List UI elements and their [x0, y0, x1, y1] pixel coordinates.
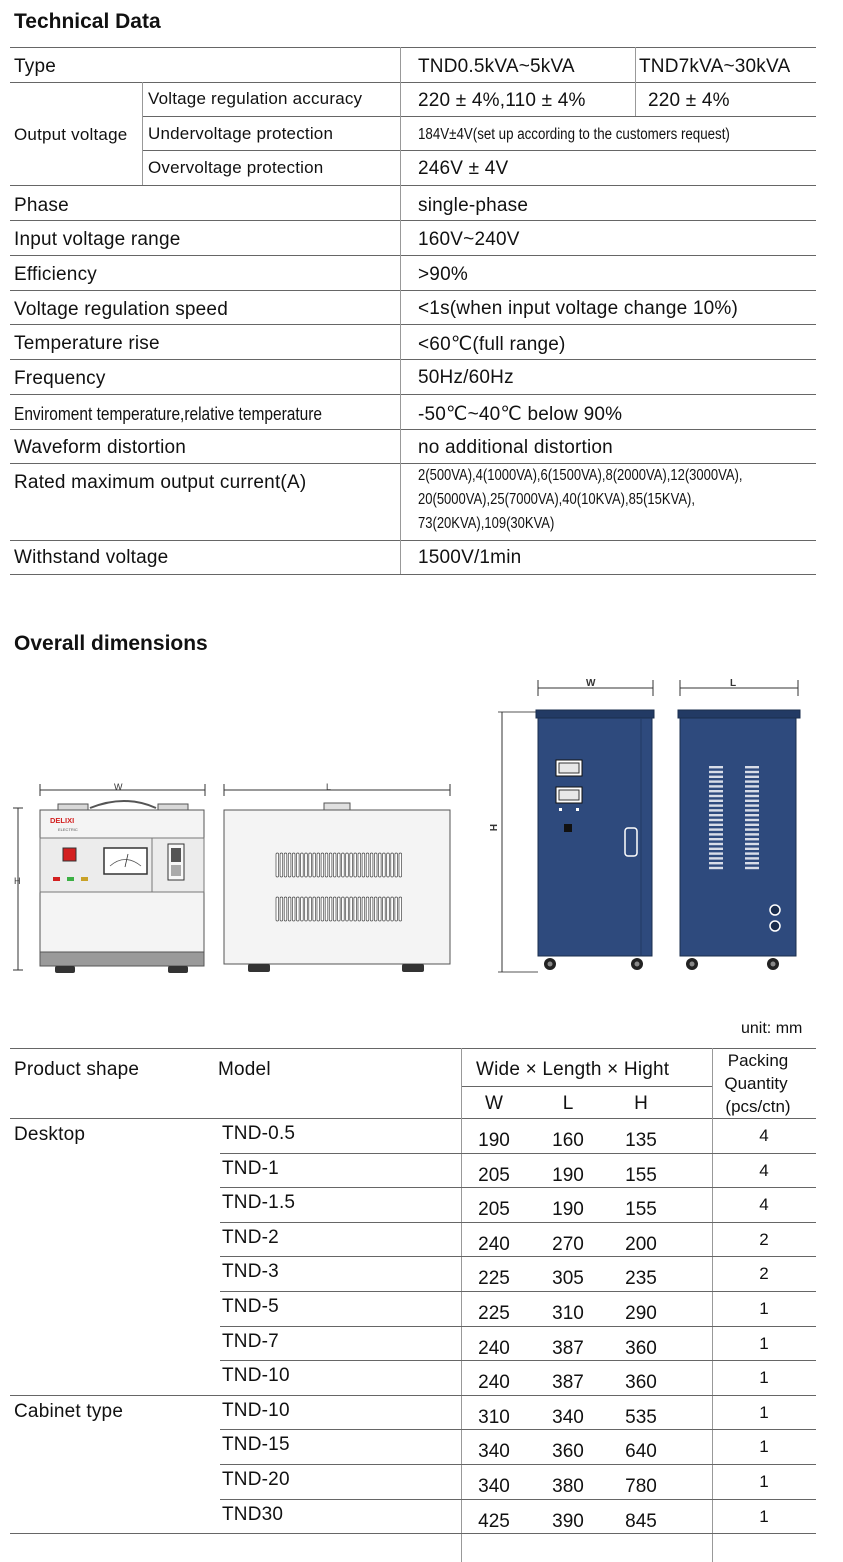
- vent-slot: [313, 897, 316, 921]
- width-cell: 205: [478, 1199, 510, 1220]
- vent-slot: [399, 853, 402, 877]
- width-cell: 240: [478, 1234, 510, 1255]
- phase-value: single-phase: [418, 195, 529, 216]
- vent-slot: [391, 897, 394, 921]
- current-line-2: 20(5000VA),25(7000VA),40(10KVA),85(15KVA),: [418, 491, 695, 508]
- vent-slot: [329, 853, 332, 877]
- svg-text:W: W: [586, 678, 596, 689]
- packing-cell: 4: [759, 1195, 769, 1214]
- vent-slot: [745, 776, 759, 778]
- vent-slot: [709, 824, 723, 826]
- length-cell: 340: [552, 1407, 584, 1428]
- header-wlh: Wide × Length × Hight: [476, 1059, 670, 1080]
- vent-slot: [358, 853, 361, 877]
- vent-slot: [745, 838, 759, 840]
- vent-slot: [362, 897, 365, 921]
- vra-label: Voltage regulation accuracy: [148, 89, 363, 108]
- width-cell: 310: [478, 1407, 510, 1428]
- waveform-label: Waveform distortion: [14, 437, 187, 458]
- vent-slot: [709, 848, 723, 850]
- under-value: 184V±4V(set up according to the customers request): [418, 126, 730, 143]
- header-model: Model: [218, 1059, 271, 1080]
- vent-slot: [709, 785, 723, 787]
- voltmeter: [104, 848, 147, 874]
- vent-slot: [374, 853, 377, 877]
- cabinet-side-body: [680, 718, 796, 956]
- length-cell: 387: [552, 1372, 584, 1393]
- packing-cell: 1: [759, 1299, 769, 1318]
- packing-cell: 1: [759, 1507, 769, 1526]
- vent-slot: [745, 862, 759, 864]
- height-cell: 200: [625, 1234, 657, 1255]
- input-range-value: 160V~240V: [418, 229, 520, 250]
- handle: [90, 801, 156, 808]
- length-cell: 160: [552, 1130, 584, 1151]
- vent-slot: [301, 853, 304, 877]
- vent-slot: [333, 897, 336, 921]
- height-cell: 290: [625, 1303, 657, 1324]
- l-label: L: [326, 782, 332, 792]
- packing-cell: 1: [759, 1472, 769, 1491]
- height-cell: 845: [625, 1511, 657, 1532]
- cabinet-switch: [564, 824, 572, 832]
- group-cabinet: Cabinet type: [14, 1401, 124, 1422]
- vent-slot: [709, 771, 723, 773]
- vra-col2: 220 ± 4%: [648, 90, 730, 111]
- unit-label: unit: mm: [741, 1020, 803, 1037]
- vent-slot: [399, 897, 402, 921]
- technical-data-title: Technical Data: [14, 10, 161, 33]
- vent-slot: [745, 867, 759, 869]
- group-desktop: Desktop: [14, 1124, 86, 1145]
- cabinet-meter-1: [559, 763, 579, 773]
- packing-cell: 2: [759, 1264, 769, 1283]
- vent-slot: [745, 848, 759, 850]
- vent-slot: [325, 853, 328, 877]
- packing-cell: 1: [759, 1437, 769, 1456]
- model-cell: TND-5: [222, 1296, 279, 1317]
- height-cell: 155: [625, 1165, 657, 1186]
- withstand-label: Withstand voltage: [14, 547, 169, 568]
- vent-slots-upper: [276, 853, 402, 877]
- vent-slot: [354, 853, 357, 877]
- vent-slot: [309, 853, 312, 877]
- over-label: Overvoltage protection: [148, 158, 324, 177]
- model-cell: TND-1: [222, 1158, 279, 1179]
- packing-cell: 2: [759, 1230, 769, 1249]
- svg-text:L: L: [730, 678, 737, 689]
- vent-slot: [709, 776, 723, 778]
- vent-slot: [745, 809, 759, 811]
- model-cell: TND-15: [222, 1434, 290, 1455]
- vent-slot: [709, 828, 723, 830]
- height-cell: 535: [625, 1407, 657, 1428]
- model-cell: TND-0.5: [222, 1123, 296, 1144]
- vent-slot: [745, 828, 759, 830]
- width-cell: 240: [478, 1372, 510, 1393]
- vent-slot: [709, 867, 723, 869]
- length-cell: 305: [552, 1268, 584, 1289]
- length-cell: 380: [552, 1476, 584, 1497]
- frequency-label: Frequency: [14, 368, 106, 389]
- vent-slot: [709, 800, 723, 802]
- vent-slot: [305, 897, 308, 921]
- brand-logo: DELIXI: [50, 816, 75, 825]
- h-label: H: [14, 876, 21, 886]
- temp-rise-label: Temperature rise: [14, 333, 160, 354]
- vent-slot: [709, 838, 723, 840]
- vent-slot: [745, 771, 759, 773]
- packing-cell: 1: [759, 1403, 769, 1422]
- vent-slot: [745, 857, 759, 859]
- vent-slot: [346, 853, 349, 877]
- svg-text:ELECTRIC: ELECTRIC: [58, 827, 78, 832]
- height-cell: 235: [625, 1268, 657, 1289]
- phase-label: Phase: [14, 195, 69, 216]
- vent-slot: [709, 857, 723, 859]
- vent-slot: [317, 853, 320, 877]
- header-packing-1: Packing: [727, 1051, 789, 1070]
- vent-slot: [709, 819, 723, 821]
- vent-slot: [745, 766, 759, 768]
- vent-slot: [745, 843, 759, 845]
- vent-slot: [370, 897, 373, 921]
- cabinet-meter-2: [559, 790, 579, 800]
- vent-slot: [358, 897, 361, 921]
- vent-slot: [709, 804, 723, 806]
- current-line-3: 73(20KVA),109(30KVA): [418, 515, 555, 532]
- width-cell: 225: [478, 1303, 510, 1324]
- length-cell: 360: [552, 1441, 584, 1462]
- withstand-value: 1500V/1min: [418, 547, 522, 568]
- vent-slot: [709, 814, 723, 816]
- length-cell: 390: [552, 1511, 584, 1532]
- length-cell: 190: [552, 1165, 584, 1186]
- model-cell: TND-3: [222, 1261, 279, 1282]
- vent-slot: [745, 800, 759, 802]
- header-h: H: [634, 1093, 648, 1114]
- model-cell: TND-10: [222, 1400, 290, 1421]
- vent-slot: [297, 897, 300, 921]
- model-cell: TND-20: [222, 1469, 290, 1490]
- desktop-side-drawing: [218, 778, 458, 978]
- type-label: Type: [14, 56, 56, 77]
- vent-slot: [745, 785, 759, 787]
- vent-slot: [301, 897, 304, 921]
- length-cell: 387: [552, 1338, 584, 1359]
- efficiency-value: >90%: [418, 264, 468, 285]
- vent-slot: [745, 819, 759, 821]
- vent-slot: [709, 833, 723, 835]
- width-cell: 190: [478, 1130, 510, 1151]
- power-indicator: [63, 848, 76, 861]
- waveform-value: no additional distortion: [418, 437, 613, 458]
- header-packing-3: (pcs/ctn): [725, 1097, 791, 1116]
- under-label: Undervoltage protection: [148, 124, 334, 143]
- vent-slot: [745, 790, 759, 792]
- vent-slot: [387, 897, 390, 921]
- header-l: L: [562, 1093, 574, 1114]
- overall-dimensions-title: Overall dimensions: [14, 632, 208, 655]
- speed-value: <1s(when input voltage change 10%): [418, 298, 738, 319]
- current-label: Rated maximum output current(A): [14, 472, 307, 493]
- vent-slot: [333, 853, 336, 877]
- vent-slot: [309, 897, 312, 921]
- vent-slot: [292, 897, 295, 921]
- type-col2: TND7kVA~30kVA: [639, 56, 791, 77]
- vent-slot: [745, 814, 759, 816]
- vent-slot: [350, 853, 353, 877]
- model-cell: TND-10: [222, 1365, 290, 1386]
- side-body: [224, 810, 450, 964]
- vent-slot: [276, 853, 279, 877]
- input-range-label: Input voltage range: [14, 229, 181, 250]
- height-cell: 780: [625, 1476, 657, 1497]
- packing-cell: 1: [759, 1334, 769, 1353]
- environment-value: -50℃~40℃ below 90%: [418, 404, 623, 425]
- vent-slot: [342, 853, 345, 877]
- vent-slot: [379, 897, 382, 921]
- width-cell: 205: [478, 1165, 510, 1186]
- vent-slot: [370, 853, 373, 877]
- width-cell: 340: [478, 1476, 510, 1497]
- over-value: 246V ± 4V: [418, 158, 509, 179]
- vent-slot: [395, 897, 398, 921]
- vent-slot: [391, 853, 394, 877]
- vent-slot: [379, 853, 382, 877]
- frequency-value: 50Hz/60Hz: [418, 367, 514, 388]
- vent-slot: [292, 853, 295, 877]
- vent-slot: [276, 897, 279, 921]
- vent-slot: [709, 852, 723, 854]
- svg-text:H: H: [487, 824, 498, 832]
- efficiency-label: Efficiency: [14, 264, 97, 285]
- vent-slot: [709, 843, 723, 845]
- vent-slot: [288, 897, 291, 921]
- height-cell: 640: [625, 1441, 657, 1462]
- vent-slot: [342, 897, 345, 921]
- vent-slot: [383, 853, 386, 877]
- vent-slot: [366, 853, 369, 877]
- vent-slot: [709, 809, 723, 811]
- width-cell: 240: [478, 1338, 510, 1359]
- vent-slot: [745, 804, 759, 806]
- length-cell: 310: [552, 1303, 584, 1324]
- width-cell: 340: [478, 1441, 510, 1462]
- vent-slot: [366, 897, 369, 921]
- vent-slot: [329, 897, 332, 921]
- vent-slot: [395, 853, 398, 877]
- vent-slot: [745, 795, 759, 797]
- vent-slot: [288, 853, 291, 877]
- vent-slot: [374, 897, 377, 921]
- model-cell: TND-7: [222, 1331, 279, 1352]
- vent-slot: [362, 853, 365, 877]
- vent-slot: [354, 897, 357, 921]
- cabinet-side-drawing: [672, 672, 808, 982]
- vent-slot: [387, 853, 390, 877]
- vent-slot: [709, 766, 723, 768]
- height-cell: 155: [625, 1199, 657, 1220]
- vent-slot: [350, 897, 353, 921]
- header-product-shape: Product shape: [14, 1059, 140, 1080]
- model-cell: TND-1.5: [222, 1192, 296, 1213]
- length-cell: 270: [552, 1234, 584, 1255]
- environment-label: Enviroment temperature,relative temperature: [14, 404, 323, 424]
- desktop-front-drawing: [10, 778, 210, 978]
- vent-slot: [280, 897, 283, 921]
- vent-slot: [317, 897, 320, 921]
- vent-slot: [709, 862, 723, 864]
- vent-slot: [305, 853, 308, 877]
- vent-slot: [709, 790, 723, 792]
- temp-rise-value: <60℃(full range): [418, 334, 566, 355]
- packing-cell: 4: [759, 1161, 769, 1180]
- vent-slot: [284, 897, 287, 921]
- w-label: W: [114, 782, 123, 792]
- height-cell: 360: [625, 1338, 657, 1359]
- cabinet-front-drawing: [487, 672, 668, 982]
- vent-slot: [745, 833, 759, 835]
- vent-slot: [297, 853, 300, 877]
- vent-slot: [745, 824, 759, 826]
- vent-slot: [338, 853, 341, 877]
- vent-slot: [313, 853, 316, 877]
- packing-cell: 4: [759, 1126, 769, 1145]
- cabinet-body: [538, 718, 652, 956]
- current-line-1: 2(500VA),4(1000VA),6(1500VA),8(2000VA),12(3000VA),: [418, 467, 743, 484]
- vent-slot: [284, 853, 287, 877]
- speed-label: Voltage regulation speed: [14, 299, 228, 320]
- vent-slot: [383, 897, 386, 921]
- vent-slot: [745, 780, 759, 782]
- vent-slot: [346, 897, 349, 921]
- width-cell: 425: [478, 1511, 510, 1532]
- vent-slot: [321, 897, 324, 921]
- vent-slot: [338, 897, 341, 921]
- vent-slot: [709, 795, 723, 797]
- header-w: W: [485, 1093, 503, 1114]
- model-cell: TND30: [222, 1504, 284, 1525]
- width-cell: 225: [478, 1268, 510, 1289]
- vent-slot: [709, 780, 723, 782]
- vent-slot: [745, 852, 759, 854]
- output-voltage-label: Output voltage: [14, 125, 128, 144]
- vent-slot: [325, 897, 328, 921]
- vent-slot: [321, 853, 324, 877]
- packing-cell: 1: [759, 1368, 769, 1387]
- vent-slot: [280, 853, 283, 877]
- model-cell: TND-2: [222, 1227, 279, 1248]
- height-cell: 135: [625, 1130, 657, 1151]
- vent-slots-lower: [276, 897, 402, 921]
- length-cell: 190: [552, 1199, 584, 1220]
- header-packing-2: Quantity: [724, 1074, 788, 1093]
- height-cell: 360: [625, 1372, 657, 1393]
- type-col1: TND0.5kVA~5kVA: [418, 56, 575, 77]
- vra-col1: 220 ± 4%,110 ± 4%: [418, 90, 586, 111]
